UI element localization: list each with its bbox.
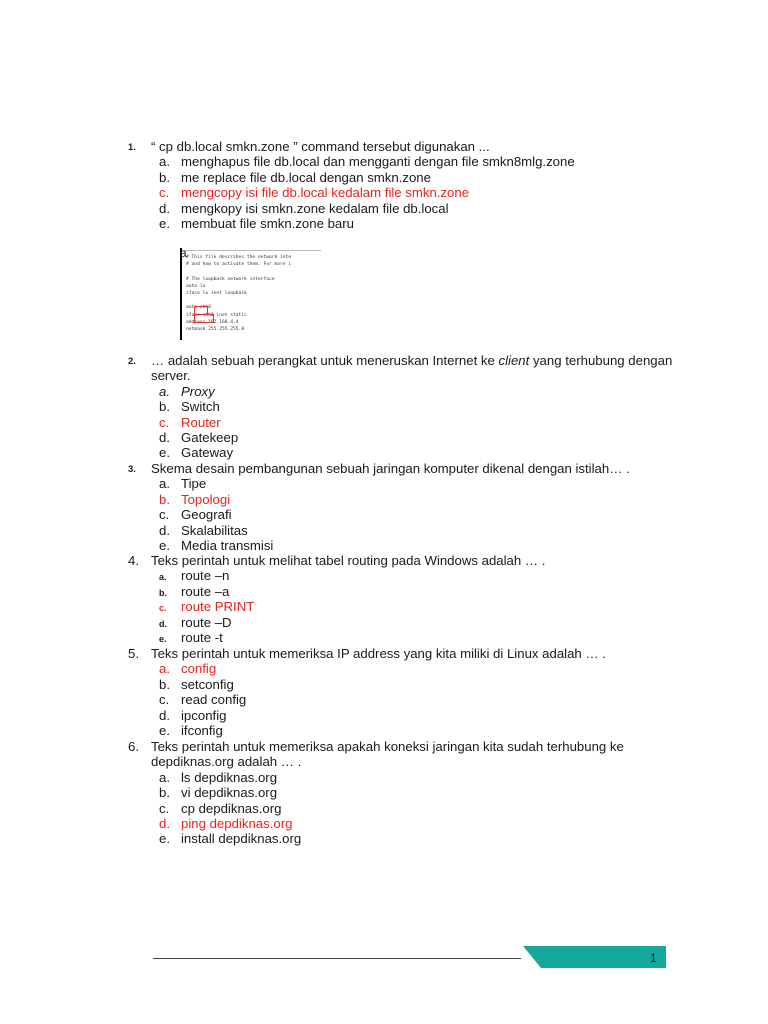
option-item — [159, 430, 688, 445]
footer-rule — [153, 958, 521, 959]
question-text: Teks perintah untuk memeriksa IP address yang kita miliki di Linux adalah … . — [151, 646, 606, 661]
option-item — [159, 216, 688, 231]
option-item — [159, 415, 688, 430]
option-item — [159, 507, 688, 522]
options-list — [159, 476, 688, 553]
option-item — [159, 708, 688, 723]
option-item — [159, 201, 688, 216]
option-item — [159, 615, 688, 630]
question-text-part: … adalah sebuah perangkat untuk meneruskan Internet ke — [151, 353, 499, 368]
option-text: Geografi — [181, 507, 232, 523]
option-text: route –a — [181, 583, 230, 599]
highlight-box — [194, 314, 214, 323]
option-item — [159, 599, 688, 614]
question-number: 1. — [128, 142, 136, 153]
options-list — [159, 568, 688, 645]
option-item — [159, 831, 688, 846]
option-letter: a. — [159, 661, 170, 677]
question-number: 3. — [128, 464, 136, 475]
screenshot-border — [184, 250, 321, 251]
question-text: “ cp db.local smkn.zone ” command tersebut digunakan ... — [151, 139, 490, 154]
option-text: Switch — [181, 399, 220, 415]
question-1 — [128, 139, 688, 231]
option-item — [159, 723, 688, 738]
option-letter: e. — [159, 537, 170, 553]
option-letter: a. — [159, 383, 170, 399]
option-letter: e. — [159, 831, 170, 847]
option-item — [159, 170, 688, 185]
option-text: route –D — [181, 614, 232, 630]
question-text: Skema desain pembangunan sebuah jaringan komputer dikenal dengan istilah… . — [151, 461, 630, 476]
question-text: Teks perintah untuk melihat tabel routing pada Windows adalah … . — [151, 553, 546, 568]
option-item — [159, 492, 688, 507]
option-text: Gatekeep — [181, 429, 239, 445]
option-text: setconfig — [181, 676, 234, 692]
option-text: config — [181, 661, 217, 677]
option-letter: c. — [159, 800, 170, 816]
question-2 — [128, 353, 688, 461]
option-item — [159, 399, 688, 414]
question-3 — [128, 461, 688, 553]
option-text: Router — [181, 414, 221, 430]
option-text: vi depdiknas.org — [181, 785, 278, 801]
option-text: Media transmisi — [181, 537, 274, 553]
option-item — [159, 677, 688, 692]
option-item — [159, 185, 688, 200]
option-item — [159, 568, 688, 583]
option-letter: d. — [159, 429, 170, 445]
option-letter: a. — [159, 154, 170, 170]
option-letter: a. — [159, 476, 170, 492]
option-text: menghapus file db.local dan mengganti dengan file smkn8mlg.zone — [181, 154, 575, 170]
options-list — [159, 154, 688, 231]
option-text: Topologi — [181, 491, 231, 507]
option-letter: b. — [159, 676, 170, 692]
option-text: read config — [181, 692, 247, 708]
option-item — [159, 538, 688, 553]
options-list — [159, 661, 688, 738]
screenshot-label: a — [180, 246, 187, 260]
option-item — [159, 785, 688, 800]
option-text: install depdiknas.org — [181, 831, 302, 847]
question-number: 5. — [128, 646, 139, 661]
option-letter: b. — [159, 491, 170, 507]
option-item — [159, 770, 688, 785]
option-letter: a. — [159, 572, 167, 583]
question-text — [151, 353, 688, 384]
option-text: Gateway — [181, 445, 234, 461]
option-letter: d. — [159, 815, 170, 831]
question-text-italic: client — [498, 353, 530, 368]
option-text: Tipe — [181, 476, 207, 492]
option-letter: d. — [159, 200, 170, 216]
option-item — [159, 661, 688, 676]
option-item — [159, 630, 688, 645]
option-text: me replace file db.local dengan smkn.zone — [181, 169, 431, 185]
option-letter: c. — [159, 507, 170, 523]
option-item — [159, 584, 688, 599]
option-text: ipconfig — [181, 707, 227, 723]
option-text: ping depdiknas.org — [181, 815, 293, 831]
option-letter: c. — [159, 414, 170, 430]
question-number: 6. — [128, 739, 139, 754]
question-number: 4. — [128, 553, 139, 568]
option-text: membuat file smkn.zone baru — [181, 215, 354, 231]
option-letter: b. — [159, 169, 170, 185]
option-letter: b. — [159, 785, 170, 801]
question-text-part: yang terhubung dengan server. — [151, 353, 673, 384]
option-letter: c. — [159, 603, 167, 614]
option-text: ls depdiknas.org — [181, 769, 278, 785]
question-text: Teks perintah untuk memeriksa apakah koneksi jaringan kita sudah terhubung ke depdiknas.org adalah … . — [151, 739, 624, 770]
terminal-screenshot-image — [180, 248, 321, 340]
option-item — [159, 692, 688, 707]
option-letter: e. — [159, 722, 170, 738]
option-text: route -t — [181, 629, 223, 645]
question-5 — [128, 646, 688, 738]
option-item — [159, 801, 688, 816]
options-list — [159, 770, 688, 847]
option-text: cp depdiknas.org — [181, 800, 282, 816]
option-text: route –n — [181, 568, 230, 584]
option-text: Skalabilitas — [181, 522, 248, 538]
options-list — [159, 384, 688, 461]
option-text: mengkopy isi smkn.zone kedalam file db.local — [181, 200, 449, 216]
question-4 — [128, 553, 688, 645]
option-letter: a. — [159, 769, 170, 785]
option-letter: c. — [159, 692, 170, 708]
option-letter: e. — [159, 215, 170, 231]
option-letter: d. — [159, 522, 170, 538]
option-letter: d. — [159, 618, 167, 629]
screenshot-code: # This file describes the network inte # and how to activate them. For more i # The loopback network interface auto lo iface lo inet loopback auto eth0 iface eth0 inet static address 192.168.4.4 netmask 255.255.255.0 — [186, 255, 292, 333]
option-letter: e. — [159, 633, 167, 644]
option-letter: c. — [159, 185, 170, 201]
option-text: route PRINT — [181, 599, 255, 615]
question-6 — [128, 739, 688, 847]
footer-accent-tab — [523, 946, 666, 968]
option-item — [159, 445, 688, 460]
option-item — [159, 816, 688, 831]
option-item — [159, 476, 688, 491]
page-number: 1 — [650, 951, 657, 965]
option-item — [159, 154, 688, 169]
option-letter: b. — [159, 587, 167, 598]
option-text: mengcopy isi file db.local kedalam file smkn.zone — [181, 185, 470, 201]
question-number: 2. — [128, 356, 136, 367]
option-letter: e. — [159, 445, 170, 461]
option-letter: d. — [159, 707, 170, 723]
option-item — [159, 523, 688, 538]
option-text: Proxy — [181, 383, 215, 399]
option-item — [159, 384, 688, 399]
option-text: ifconfig — [181, 722, 223, 738]
option-letter: b. — [159, 399, 170, 415]
